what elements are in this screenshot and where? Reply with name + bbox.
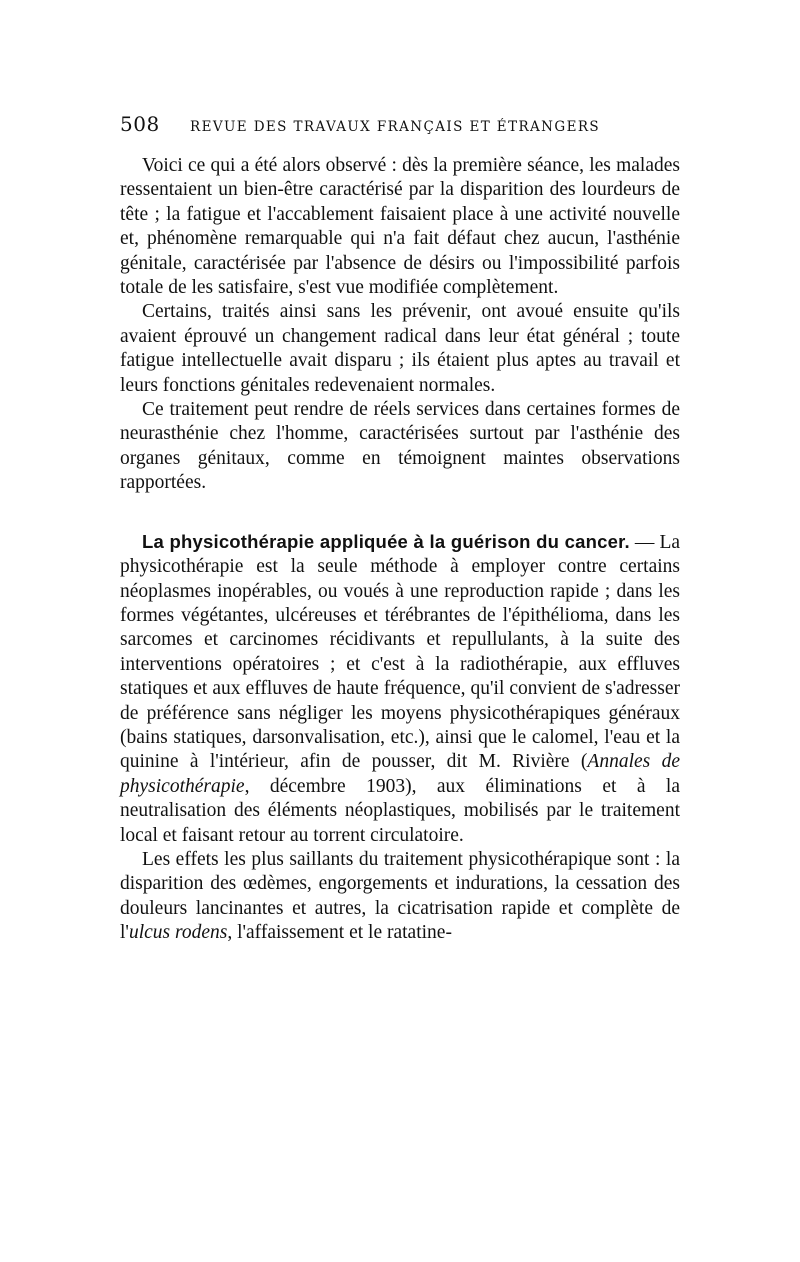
paragraph-5 — [120, 848, 680, 946]
title-dash: — — [629, 531, 660, 553]
latin-term: ulcus rodens — [128, 922, 228, 944]
paragraph-1: Voici ce qui a été alors observé : dès la première séance, les malades ressentaient un bien-être caractérisé par la disparition des lourdeurs de tête ; la fatigue et l'accablement faisaient place à une activité nouvelle et, phénomène remarquable qui n'a fait défaut chez aucun, l'asthénie génitale, caractérisée par l'absence de désirs ou l'impossibilité parfois totale de les satisfaire, s'est vue modifiée complètement. — [120, 155, 680, 299]
paragraph-4 — [120, 530, 680, 848]
section-spacer — [120, 496, 680, 530]
section-title: La physicothérapie appliquée à la guérison du cancer. — [142, 530, 630, 552]
page-number: 508 — [120, 112, 160, 136]
paragraph-4-text-a: La physicothérapie est la seule méthode à employer contre certains néoplasmes inopérables, ou voués à une reproduction rapide ; dans les formes végétantes, ulcéreuses et térébrantes de l'épithélioma, dans les sarcomes et carcinomes récidivants et repullulants, à la suite des interventions opératoires ; et c'est à la radiothérapie, aux effluves statiques et aux effluves de haute fréquence, qu'il convient de s'adresser de préférence sans négliger les moyens physicothérapiques généraux (bains statiques, darsonvalisation, etc.), ainsi que le calomel, l'eau et la quinine à l'intérieur, afin de pousser, dit M. Rivière ( — [120, 531, 681, 773]
paragraph-5-text-b: , l'affaissement et le ratatine- — [227, 922, 452, 944]
running-head — [120, 112, 680, 142]
page — [120, 112, 680, 946]
citation-journal: Annales de physicothérapie — [120, 751, 680, 797]
paragraph-3: Ce traitement peut rendre de réels services dans certaines formes de neurasthénie chez l'homme, caractérisées surtout par l'asthénie des organes génitaux, comme en témoignent maintes observations rapportées. — [120, 399, 680, 494]
paragraph-2: Certains, traités ainsi sans les prévenir, ont avoué ensuite qu'ils avaient éprouvé un changement radical dans leur état général ; toute fatigue intellectuelle avait disparu ; ils étaient plus aptes au travail et leurs fonctions génitales redevenaient normales. — [120, 301, 680, 396]
paragraph-4-text-b: , décembre 1903), aux éliminations et à la neutralisation des éléments néoplastiques, mobilisés par le traitement local et faisant retour au torrent circulatoire. — [120, 775, 680, 846]
running-title: REVUE DES TRAVAUX FRANÇAIS ET ÉTRANGERS — [190, 119, 601, 135]
paragraph-5-text-a: Les effets les plus saillants du traitement physicothérapique sont : la disparition des œdèmes, engorgements et indurations, la cessation des douleurs lancinantes et autres, la cicatrisation rapide et complète de l' — [120, 848, 680, 944]
